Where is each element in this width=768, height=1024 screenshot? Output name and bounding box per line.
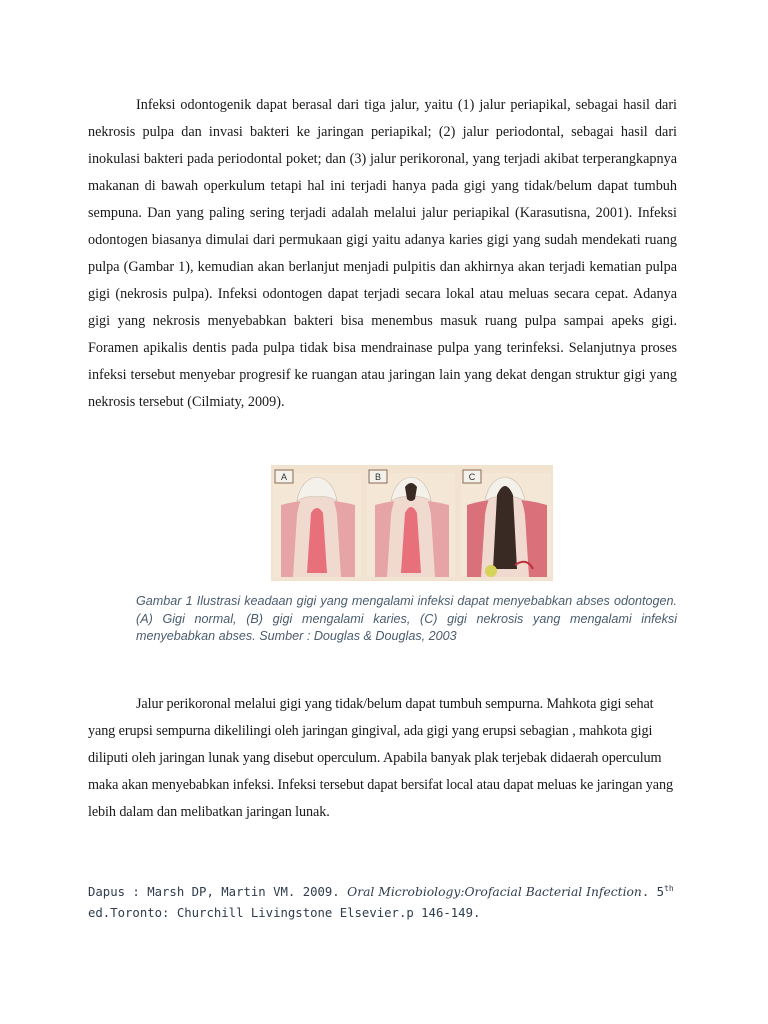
reference-edition-sup: th (664, 884, 674, 893)
panel-a-label: A (280, 472, 288, 482)
reference-title: Oral Microbiology:Orofacial Bacterial Infection (347, 885, 642, 900)
reference-suffix: ed.Toronto: Churchill Livingstone Elsevier.p 146-149. (88, 906, 481, 921)
panel-b-label: B (374, 472, 382, 482)
paragraph-infeksi-odontogenik: Infeksi odontogenik dapat berasal dari tiga jalur, yaitu (1) jalur periapikal, sebagai hasil dari nekrosis pulpa dan invasi bakteri ke jaringan periapikal; (2) jalur periodontal, sebagai hasil dari inokulasi bakteri pada periodontal poket; dan (3) jalur perikoronal, yang terjadi akibat terperangkapnya makanan di bawah operkulum tetapi hal ini terjadi hanya pada gigi yang tidak/belum dapat tumbuh sempuna. Dan yang paling sering terjadi adalah melalui jalur periapikal (Karasutisna, 2001). Infeksi odontogen biasanya dimulai dari permukaan gigi yaitu adanya karies gigi yang sudah mendekati ruang pulpa (Gambar 1), kemudian akan berlanjut menjadi pulpitis dan akhirnya akan terjadi kematian pulpa gigi (nekrosis pulpa). Infeksi odontogen dapat terjadi secara lokal atau meluas secara cepat. Adanya gigi yang nekrosis menyebabkan bakteri bisa menembus masuk ruang pulpa sampai apeks gigi. Foramen apikalis dentis pada pulpa tidak bisa mendrainase pulpa yang terinfeksi. Selanjutnya proses infeksi tersebut menyebar progresif ke ruangan atau jaringan lain yang dekat dengan struktur gigi yang nekrosis tersebut (Cilmiaty, 2009). (88, 97, 677, 410)
reference-after-title: . 5 (641, 885, 665, 900)
figure-caption: Gambar 1 Ilustrasi keadaan gigi yang mengalami infeksi dapat menyebabkan abses odontogen. (A) Gigi normal, (B) gigi mengalami karies, (C) gigi nekrosis yang mengalami infeksi menyebabkan abses. Sumber : Douglas & Douglas, 2003 (136, 594, 677, 643)
panel-a-normal-tooth (273, 470, 361, 577)
reference-prefix: Dapus : Marsh DP, Martin VM. 2009. (88, 885, 348, 900)
reference-citation (88, 878, 688, 924)
abscess (485, 565, 497, 577)
panel-c-necrosis-tooth (461, 470, 551, 577)
panel-c-label: C (468, 472, 476, 482)
paragraph-jalur-perikoronal: Jalur perikoronal melalui gigi yang tidak/belum dapat tumbuh sempurna. Mahkota gigi sehat yang erupsi sempurna dikelilingi oleh jaringan gingival, ada gigi yang erupsi sebagian , mahkota gigi diliputi oleh jaringan lunak yang disebut operculum. Apabila banyak plak terjebak didaerah operculum maka akan menyebabkan infeksi. Infeksi tersebut dapat bersifat local atau dapat meluas ke jaringan yang lebih dalam dan melibatkan jaringan lunak. (88, 696, 673, 820)
tooth-illustration-figure (271, 465, 553, 581)
tooth-illustration-svg (271, 465, 553, 581)
panel-b-caries-tooth (367, 470, 455, 577)
